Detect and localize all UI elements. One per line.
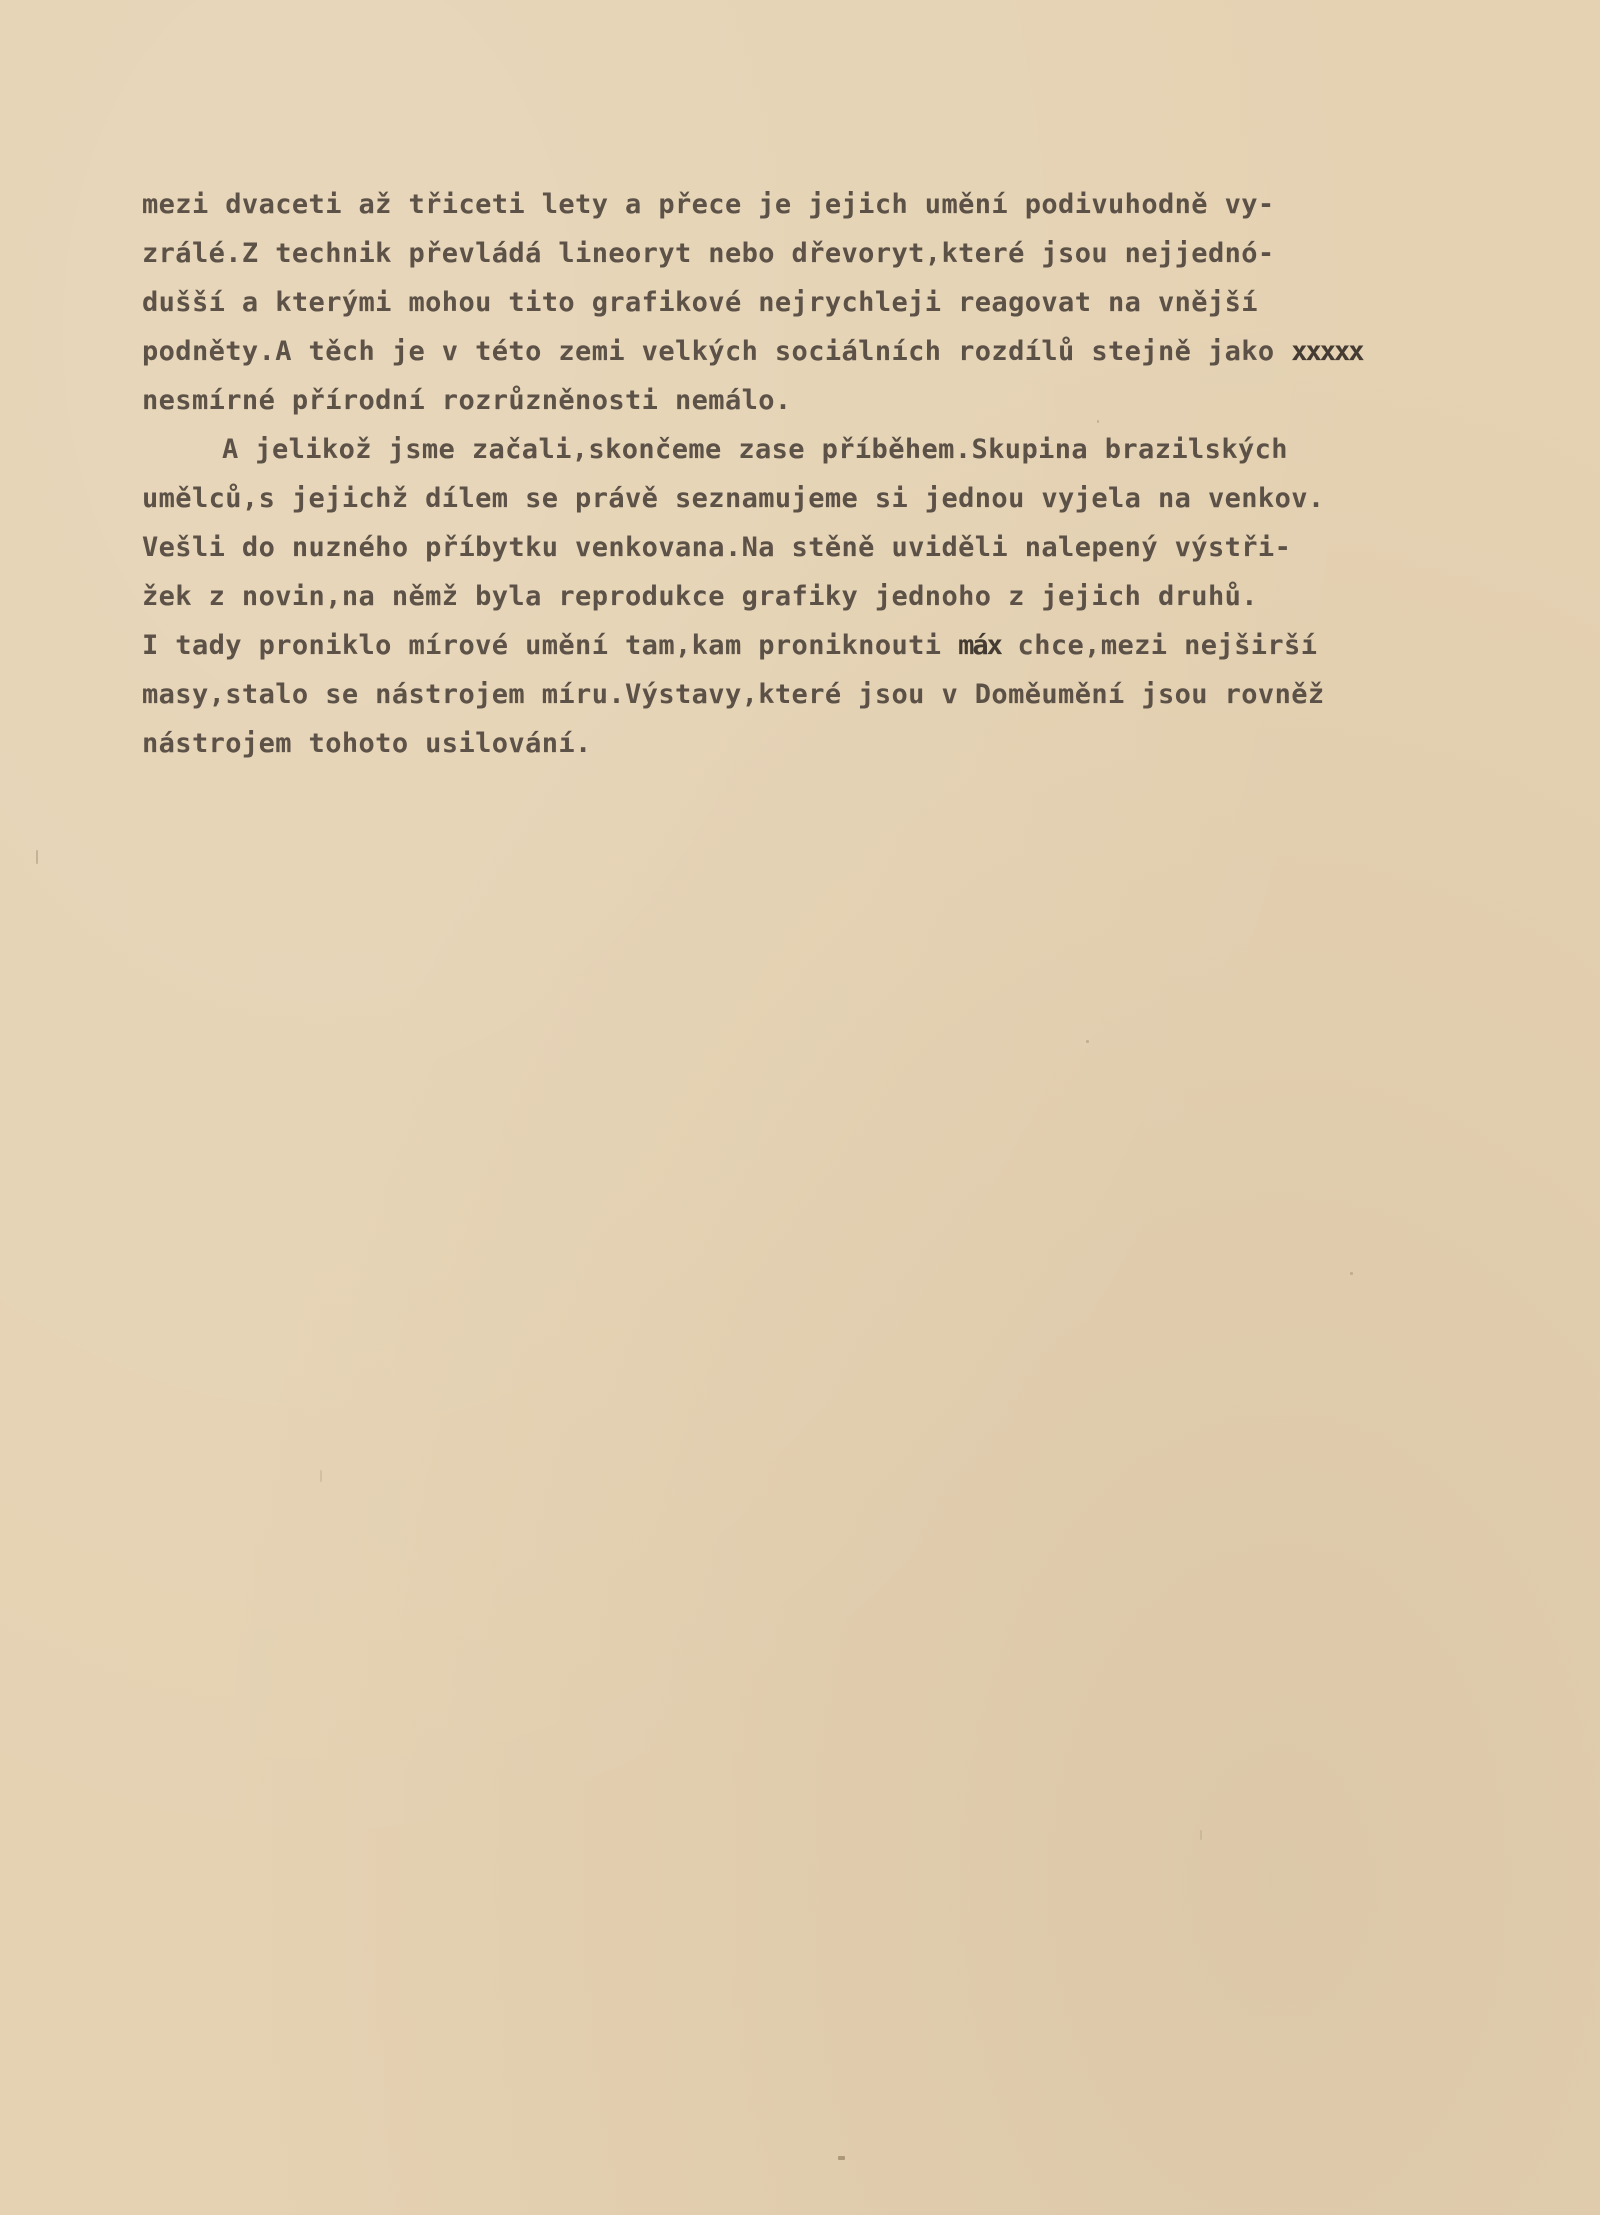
line-text: zrálé.Z technik převládá lineoryt nebo dřevoryt,které jsou nejjednó-: [142, 238, 1275, 269]
line-text: dušší a kterými mohou tito grafikové nejrychleji reagovat na vnější: [142, 287, 1258, 318]
line-text: podněty.A těch je v této zemi velkých sociálních rozdílů stejně jako: [142, 336, 1292, 367]
text-line-6: [142, 425, 1592, 474]
paper-fleck: [1086, 1040, 1089, 1043]
struck-out-text: máx: [958, 630, 1001, 661]
line-text: A jelikož jsme začali,skončeme zase příběhem.Skupina brazilských: [222, 434, 1288, 465]
text-line-11: [142, 670, 1592, 719]
line-text: nesmírné přírodní rozrůzněnosti nemálo.: [142, 385, 792, 416]
line-text: mezi dvaceti až třiceti lety a přece je jejich umění podivuhodně vy-: [142, 189, 1275, 220]
line-text: nástrojem tohoto usilování.: [142, 728, 592, 759]
text-line-3: [142, 278, 1592, 327]
text-line-10: [142, 621, 1592, 670]
line-text: Vešli do nuzného příbytku venkovana.Na stěně uviděli nalepený výstři-: [142, 532, 1292, 563]
line-text: I tady proniklo mírové umění tam,kam proniknouti: [142, 630, 959, 661]
text-line-8: [142, 523, 1592, 572]
text-line-1: [142, 180, 1592, 229]
paper-fleck: [1350, 1272, 1353, 1275]
line-text: masy,stalo se nástrojem míru.Výstavy,které jsou v Doměumění jsou rovněž: [142, 679, 1325, 710]
text-line-5: [142, 376, 1592, 425]
struck-out-text: xxxxx: [1291, 336, 1363, 367]
line-text: žek z novin,na němž byla reprodukce grafiky jednoho z jejich druhů.: [142, 581, 1258, 612]
paper-fleck: [36, 850, 38, 864]
text-line-4: [142, 327, 1592, 376]
line-text: umělců,s jejichž dílem se právě seznamujeme si jednou vyjela na venkov.: [142, 483, 1325, 514]
line-text: chce,mezi nejširší: [1000, 630, 1318, 661]
paper-fleck: [838, 2156, 845, 2160]
document-text: [142, 180, 1592, 768]
text-line-7: [142, 474, 1592, 523]
text-line-2: [142, 229, 1592, 278]
text-line-12: [142, 719, 1592, 768]
paper-fleck: [1200, 1830, 1202, 1840]
paper-fleck: [320, 1470, 322, 1482]
text-line-9: [142, 572, 1592, 621]
